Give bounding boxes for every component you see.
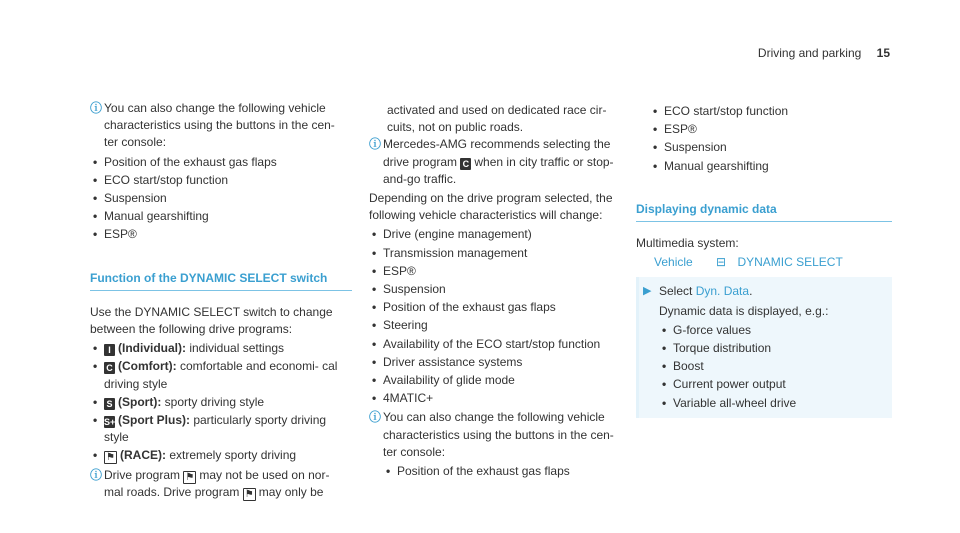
list-item: • Torque distribution [659,340,892,357]
list-item: • ESP® [369,263,619,280]
list-item [90,394,352,411]
list-item: • Manual gearshifting [90,208,352,225]
race-key-icon: ⚑ [183,471,196,484]
step-text: Select [659,284,693,299]
program-text: comfortable and economi- cal driving style [104,359,338,391]
note-block [90,100,352,152]
note-block [369,136,619,188]
program-text: extremely sporty driving [166,448,297,463]
feature-list [369,463,619,480]
intro-text: Use the DYNAMIC SELECT switch to change between the following drive programs: [90,304,333,337]
program-label: (Comfort): [118,359,177,374]
sport-key-icon: S [104,398,115,410]
note-text: Drive program [104,467,181,482]
list-item: • Variable all-wheel drive [659,395,892,412]
menu-path [636,254,892,271]
column-1 [90,100,352,503]
note-block [369,409,619,461]
program-label: (Sport): [118,394,162,409]
program-label: (Sport Plus): [118,413,190,428]
comfort-key-icon: C [104,362,115,374]
race-key-icon: ⚑ [243,488,256,501]
list-item: • ECO start/stop function [90,172,352,189]
list-item: • Transmission management [369,245,619,262]
race-key-icon: ⚑ [104,451,117,464]
list-item: • Availability of the ECO start/stop function [369,336,619,353]
running-header-title: Driving and parking [757,46,862,60]
list-item [90,447,352,464]
program-text: particularly sporty driving style [104,413,327,445]
list-item: • G-force values [659,322,892,339]
list-item: • Suspension [90,190,352,207]
data-list [653,322,892,412]
path-vehicle: Vehicle [654,255,693,270]
feature-list [636,103,892,175]
list-item: • Suspension [636,139,892,156]
list-item: • ECO start/stop function [636,103,892,120]
list-item: • Drive (engine management) [369,226,619,243]
list-item [90,340,352,357]
note-text: when in city traffic or stop-and-go traffic. [383,154,614,186]
path-menu: DYNAMIC SELECT [737,255,843,270]
list-item [90,358,352,392]
list-item: • Driver assistance systems [369,354,619,371]
list-item: • Position of the exhaust gas flaps [90,154,352,171]
dyn-data-link[interactable]: Dyn. Data [695,284,750,299]
list-item: • Suspension [369,281,619,298]
list-item: • ESP® [90,226,352,243]
program-label: (Individual): [118,341,186,356]
depending-text: Depending on the drive program selected, the following vehicle characteristics will change: [369,191,613,223]
section-heading: Displaying dynamic data [636,201,892,222]
comfort-key-icon: C [460,158,471,170]
system-label: Multimedia system: [636,236,739,251]
step-text: . [749,284,753,299]
section-heading: Function of the DYNAMIC SELECT switch [90,270,352,291]
column-3 [636,102,892,418]
note-block [90,467,352,501]
list-item: • Current power output [659,376,892,393]
note-text: may not be used on nor- mal roads. Drive program [104,467,330,499]
car-menu-icon: ⊟ [716,255,727,270]
info-icon: ⓘ [369,137,382,152]
list-item: • Availability of glide mode [369,372,619,389]
note-text: You can also change the following vehicle characteristics using the buttons in the cen- ter console: [383,410,614,459]
result-text: Dynamic data is displayed, e.g.: [659,303,829,318]
individual-key-icon: I [104,344,115,356]
arrow-right-icon: ▶ [643,285,652,298]
info-icon: ⓘ [369,410,382,425]
list-item: • ESP® [636,121,892,138]
instruction-block [636,277,892,417]
drive-program-list [90,340,352,464]
program-label: (RACE): [120,448,166,463]
note-text: You can also change the following vehicle characteristics using the buttons in the cen- ter console: [104,101,335,150]
list-item [90,412,352,446]
running-header [758,46,890,60]
column-2 [369,102,619,482]
note-text: may only be [258,484,324,499]
page-number: 15 [876,46,890,60]
step-result [639,303,892,412]
list-item: • Position of the exhaust gas flaps [369,463,619,480]
note-text: Mercedes-AMG recommends selecting the drive program [383,137,611,169]
list-item: • Manual gearshifting [636,158,892,175]
step [639,283,892,300]
sport-plus-key-icon: S+ [104,417,116,428]
list-item: • Position of the exhaust gas flaps [369,299,619,316]
info-icon: ⓘ [90,467,103,482]
feature-list [90,154,352,244]
program-text: individual settings [186,341,285,356]
list-item: • 4MATIC+ [369,390,619,407]
list-item: • Steering [369,317,619,334]
info-icon: ⓘ [90,101,103,115]
program-text: sporty driving style [161,394,265,409]
continued-text: activated and used on dedicated race cir- cuits, not on public roads. [387,103,607,135]
characteristics-list [369,226,619,407]
list-item: • Boost [659,358,892,375]
